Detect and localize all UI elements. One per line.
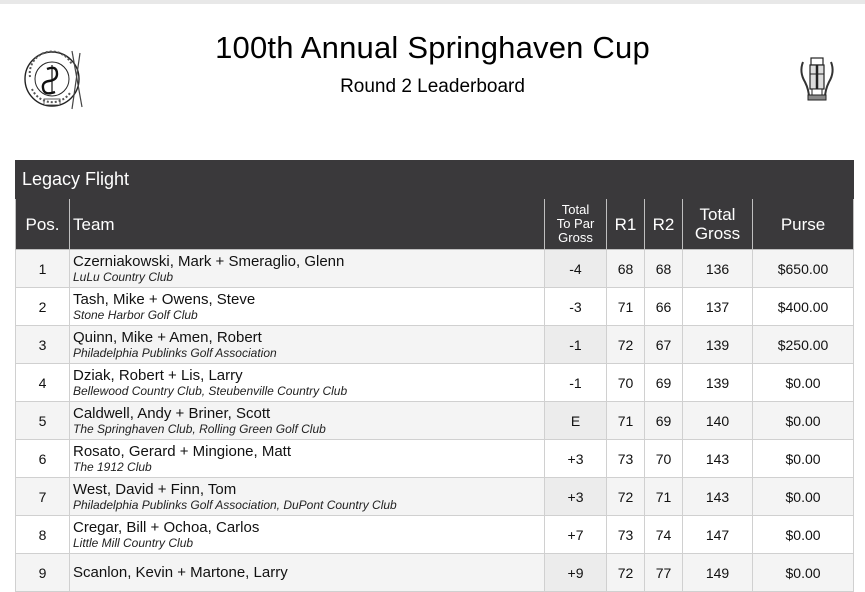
cell-pos: 5 [16, 402, 70, 440]
team-club: Bellewood Country Club, Steubenville Country Club [73, 384, 348, 398]
column-header-topar-line-3: Gross [558, 230, 593, 245]
cell-total-gross: 143 [683, 478, 753, 516]
column-header-team[interactable]: Team [70, 199, 545, 250]
leaderboard-table [15, 160, 854, 592]
team-names: Tash, Mike + Owens, Steve [73, 291, 256, 308]
column-header-topar-line-1: Total [561, 202, 590, 217]
cell-purse: $400.00 [753, 288, 854, 326]
column-header-r2[interactable]: R2 [645, 199, 683, 250]
column-header-pos[interactable]: Pos. [16, 199, 70, 250]
team-names: Czerniakowski, Mark + Smeraglio, Glenn [73, 253, 345, 270]
cell-total-gross: 143 [683, 440, 753, 478]
cell-r2: 71 [645, 478, 683, 516]
team-names: Caldwell, Andy + Briner, Scott [73, 405, 271, 422]
cell-pos: 4 [16, 364, 70, 402]
table-row[interactable] [16, 440, 854, 478]
cell-r1: 71 [607, 288, 645, 326]
team-club: The 1912 Club [73, 460, 152, 474]
team-club: Little Mill Country Club [73, 536, 194, 550]
cell-team [70, 516, 545, 554]
cell-team [70, 288, 545, 326]
team-club: Stone Harbor Golf Club [73, 308, 198, 322]
cell-r1: 70 [607, 364, 645, 402]
cell-total-to-par: +7 [545, 516, 607, 554]
cell-r1: 73 [607, 516, 645, 554]
table-row[interactable] [16, 478, 854, 516]
column-header-total-line-1: Total [699, 205, 736, 224]
cell-team [70, 326, 545, 364]
flight-header-row [16, 161, 854, 199]
cell-total-gross: 147 [683, 516, 753, 554]
table-row[interactable] [16, 326, 854, 364]
column-header-total-line-2: Gross [694, 224, 741, 243]
cell-total-to-par: +3 [545, 440, 607, 478]
cell-r1: 71 [607, 402, 645, 440]
cell-r2: 74 [645, 516, 683, 554]
leaderboard-rows [16, 250, 854, 592]
cell-team [70, 554, 545, 592]
team-club: Philadelphia Publinks Golf Association, DuPont Country Club [73, 498, 397, 512]
cell-total-to-par: -4 [545, 250, 607, 288]
team-names: West, David + Finn, Tom [73, 481, 237, 498]
cell-total-to-par: +3 [545, 478, 607, 516]
golf-trophy-crest-icon [797, 54, 837, 104]
cell-r1: 68 [607, 250, 645, 288]
cell-purse: $650.00 [753, 250, 854, 288]
cell-team [70, 440, 545, 478]
cell-pos: 3 [16, 326, 70, 364]
cell-r1: 72 [607, 478, 645, 516]
cell-r2: 66 [645, 288, 683, 326]
cell-r2: 67 [645, 326, 683, 364]
table-row[interactable] [16, 250, 854, 288]
team-names: Dziak, Robert + Lis, Larry [73, 367, 243, 384]
team-club: LuLu Country Club [73, 270, 174, 284]
cell-team [70, 250, 545, 288]
cell-r2: 69 [645, 402, 683, 440]
cell-r2: 68 [645, 250, 683, 288]
cell-r2: 70 [645, 440, 683, 478]
cell-purse: $0.00 [753, 478, 854, 516]
cell-r2: 69 [645, 364, 683, 402]
table-row[interactable] [16, 554, 854, 592]
cell-total-gross: 140 [683, 402, 753, 440]
cell-pos: 2 [16, 288, 70, 326]
table-row[interactable] [16, 364, 854, 402]
cell-r1: 72 [607, 554, 645, 592]
cell-purse: $0.00 [753, 516, 854, 554]
cell-team [70, 364, 545, 402]
cell-total-gross: 137 [683, 288, 753, 326]
cell-total-gross: 139 [683, 326, 753, 364]
cell-total-to-par: -3 [545, 288, 607, 326]
page-subtitle: Round 2 Leaderboard [340, 76, 525, 97]
cell-pos: 8 [16, 516, 70, 554]
cell-purse: $0.00 [753, 364, 854, 402]
cell-total-gross: 136 [683, 250, 753, 288]
column-header-r1[interactable]: R1 [607, 199, 645, 250]
cell-total-to-par: E [545, 402, 607, 440]
cell-total-to-par: -1 [545, 326, 607, 364]
column-header-total-gross[interactable] [683, 199, 753, 250]
team-club: The Springhaven Club, Rolling Green Golf Club [73, 422, 326, 436]
cell-pos: 1 [16, 250, 70, 288]
column-header-purse[interactable]: Purse [753, 199, 854, 250]
team-names: Cregar, Bill + Ochoa, Carlos [73, 519, 260, 536]
cell-total-to-par: -1 [545, 364, 607, 402]
cell-team [70, 478, 545, 516]
table-row[interactable] [16, 402, 854, 440]
page-title: 100th Annual Springhaven Cup [215, 30, 650, 65]
team-names: Scanlon, Kevin + Martone, Larry [73, 564, 288, 581]
cell-pos: 9 [16, 554, 70, 592]
cell-purse: $0.00 [753, 554, 854, 592]
cell-purse: $0.00 [753, 440, 854, 478]
flight-name: Legacy Flight [16, 161, 854, 199]
cell-purse: $250.00 [753, 326, 854, 364]
cell-pos: 6 [16, 440, 70, 478]
cell-total-gross: 149 [683, 554, 753, 592]
column-header-total-to-par-gross[interactable] [545, 199, 607, 250]
cell-r1: 73 [607, 440, 645, 478]
cell-r1: 72 [607, 326, 645, 364]
team-club: Philadelphia Publinks Golf Association [73, 346, 277, 360]
table-row[interactable] [16, 288, 854, 326]
cell-pos: 7 [16, 478, 70, 516]
column-header-topar-line-2: To Par [556, 216, 595, 231]
cell-team [70, 402, 545, 440]
page-header [0, 0, 865, 150]
cell-r2: 77 [645, 554, 683, 592]
table-row[interactable] [16, 516, 854, 554]
cell-purse: $0.00 [753, 402, 854, 440]
column-header-row [16, 199, 854, 250]
team-names: Rosato, Gerard + Mingione, Matt [73, 443, 292, 460]
team-names: Quinn, Mike + Amen, Robert [73, 329, 262, 346]
cell-total-gross: 139 [683, 364, 753, 402]
cell-total-to-par: +9 [545, 554, 607, 592]
